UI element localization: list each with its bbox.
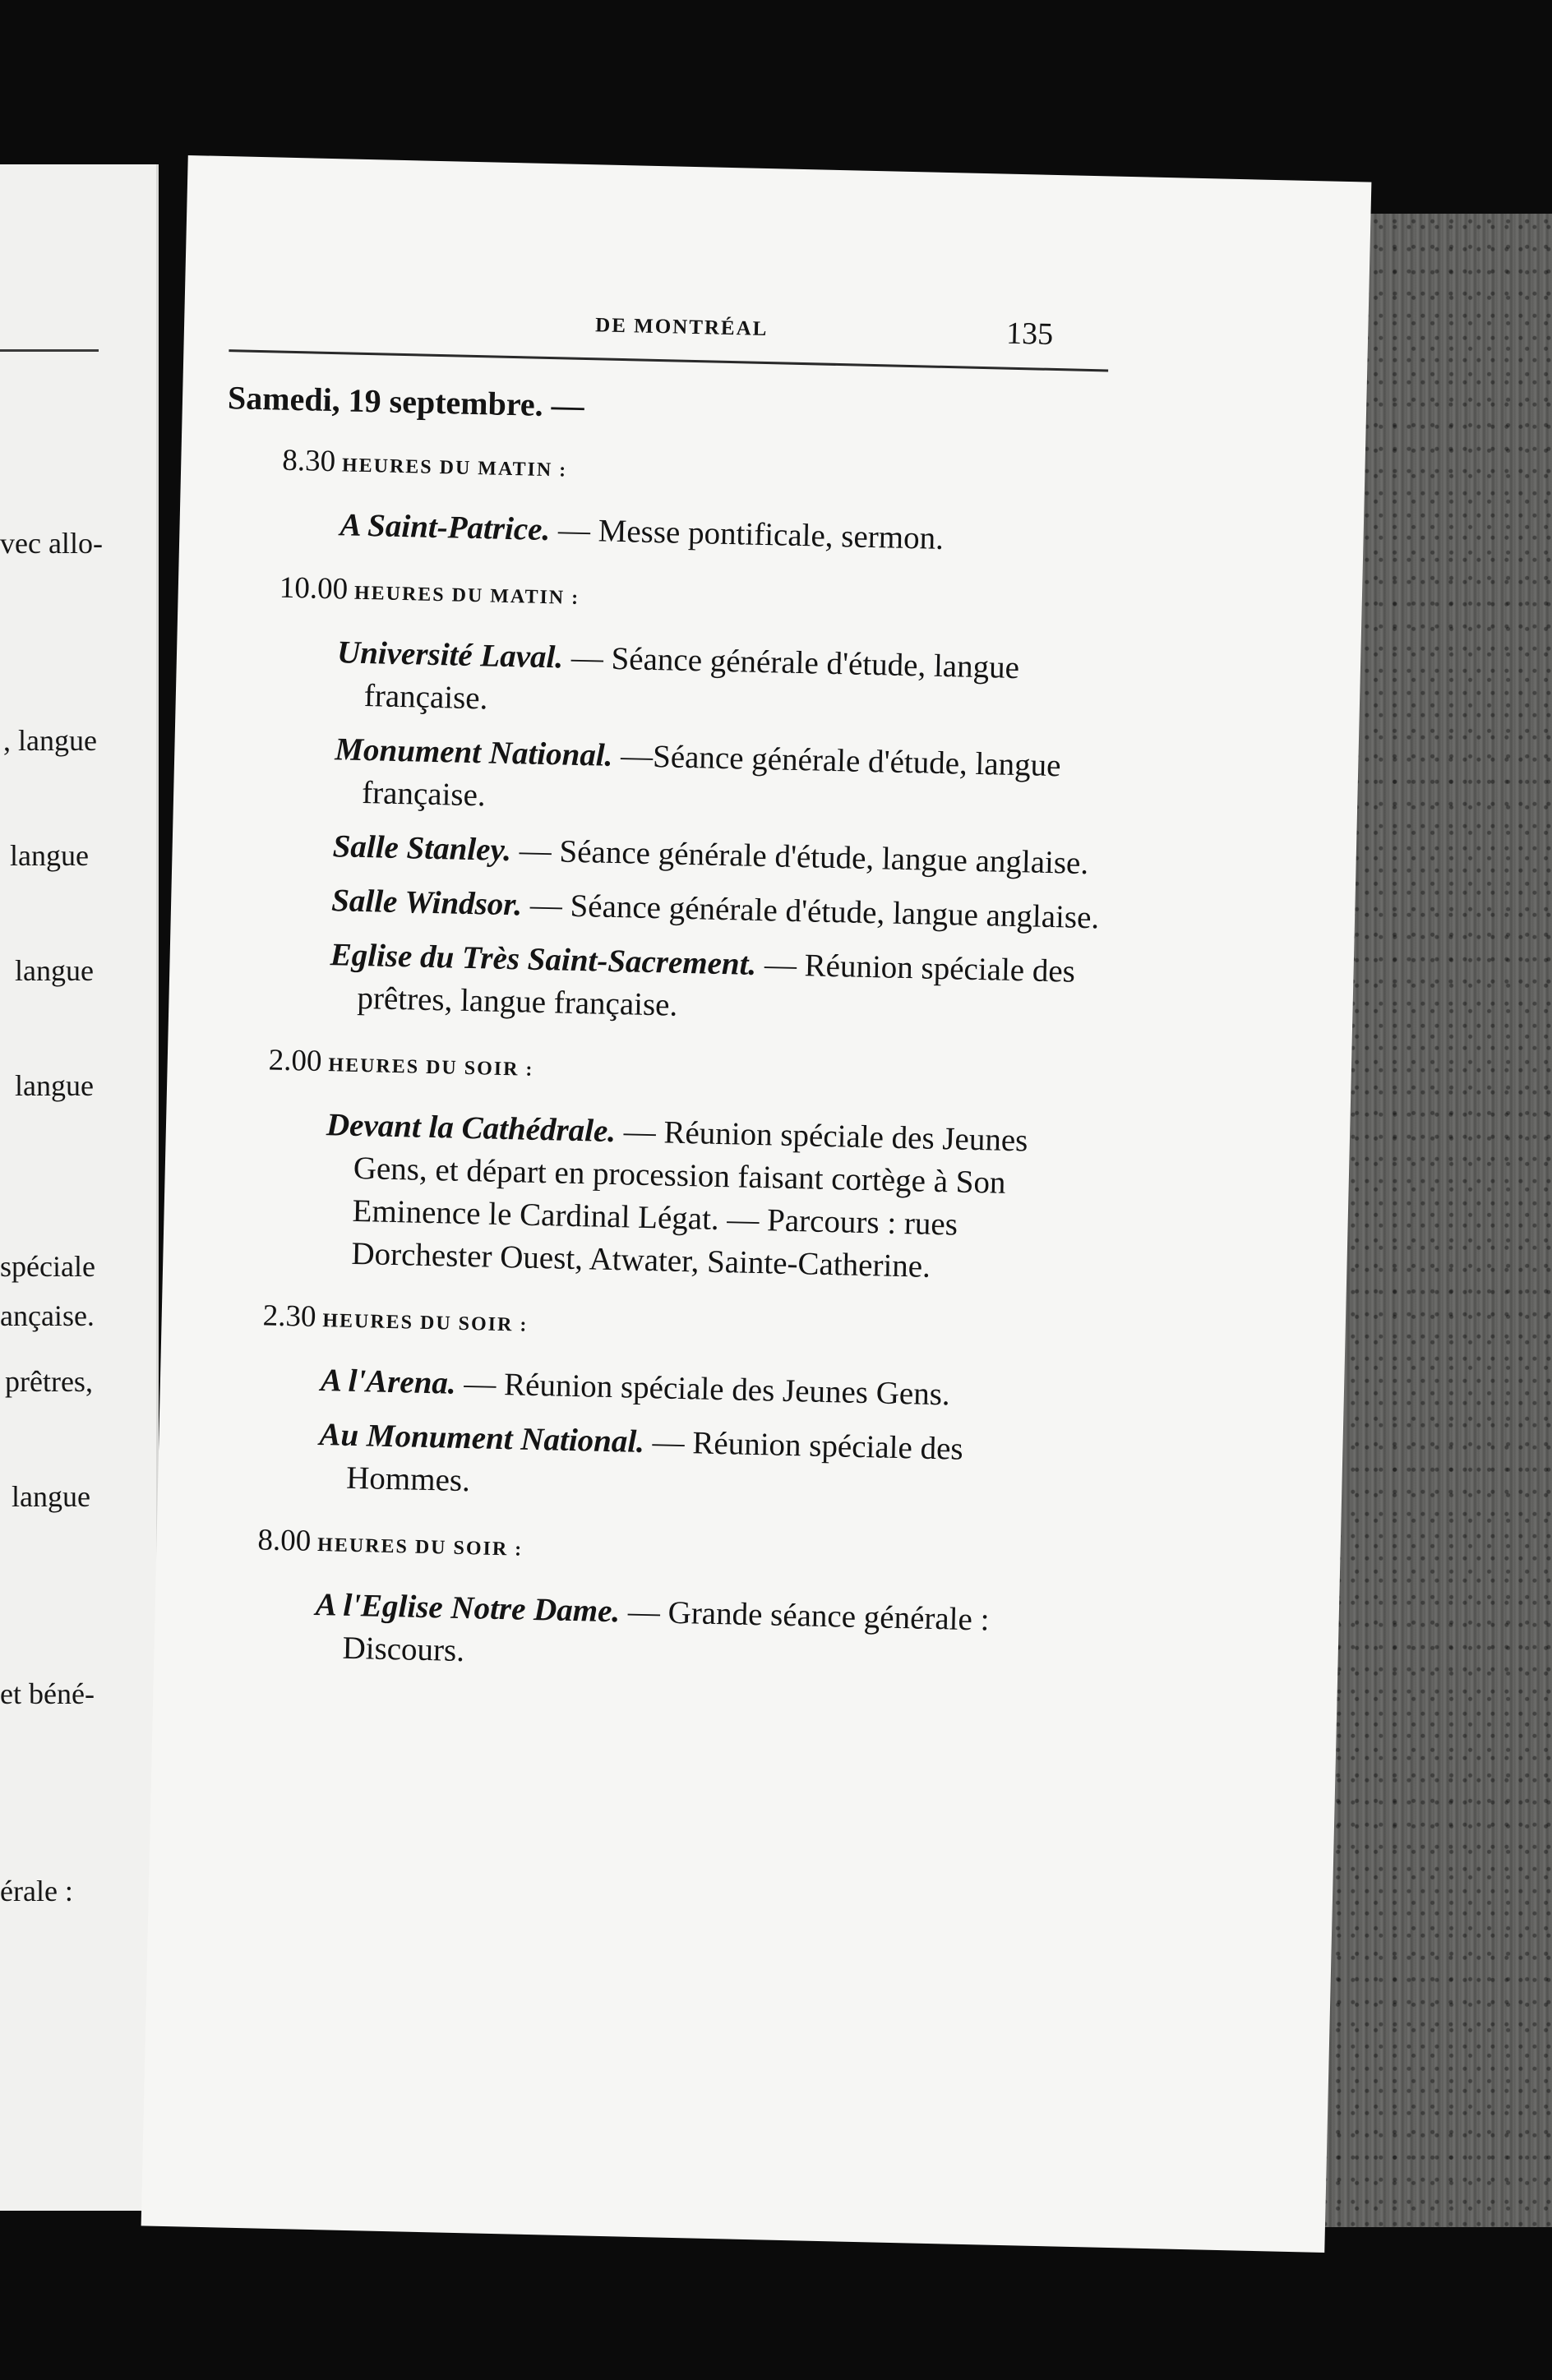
session xyxy=(208,1041,1101,1292)
left-fragment: , langue xyxy=(3,724,97,757)
time-heading xyxy=(257,1522,1090,1576)
left-fragment: langue xyxy=(10,839,89,872)
date-heading: Samedi, 19 septembre. — xyxy=(227,379,585,424)
venue: A l'Arena. xyxy=(320,1363,457,1401)
left-fragment: ançaise. xyxy=(0,1299,95,1332)
venue: Au Monument National. xyxy=(319,1417,645,1460)
left-fragment: langue xyxy=(15,954,94,987)
schedule-item xyxy=(332,825,1106,885)
session-period: HEURES DU MATIN : xyxy=(341,454,568,482)
time-heading xyxy=(279,570,1111,625)
time-heading xyxy=(282,443,1115,497)
left-page-rule xyxy=(0,349,99,352)
session-period: HEURES DU MATIN : xyxy=(353,582,580,609)
event-description: — Séance générale d'étude, langue anglaise. xyxy=(519,833,1089,882)
session-time: 10.00 xyxy=(279,570,349,607)
left-fragment: vec allo- xyxy=(0,527,103,560)
left-fragment: langue xyxy=(15,1069,94,1102)
event-description: — Réunion spéciale des Jeunes Gens, et départ en procession faisant cortège à Son Eminence le Cardinal Légat. — Parcours : rues Dorchester Ouest, Atwater, Sainte-Catherine. xyxy=(351,1114,1028,1285)
venue: A Saint-Patrice. xyxy=(340,507,551,548)
event-description: —Séance générale d'étude, langue française. xyxy=(361,738,1061,814)
session-period: HEURES DU SOIR : xyxy=(322,1310,529,1336)
session-time: 2.30 xyxy=(262,1298,316,1334)
session-time: 8.00 xyxy=(257,1523,312,1558)
time-heading xyxy=(268,1043,1101,1097)
book-page xyxy=(141,155,1372,2253)
left-fragment: spéciale xyxy=(0,1250,95,1283)
event-description: — Réunion spéciale des prêtres, langue française. xyxy=(357,947,1076,1023)
venue: Monument National. xyxy=(334,731,613,773)
schedule xyxy=(199,378,1116,1698)
running-head xyxy=(184,297,1073,366)
event-description: — Séance générale d'étude, langue anglaise. xyxy=(529,887,1100,936)
schedule-item xyxy=(329,934,1103,1036)
venue: Université Laval. xyxy=(336,634,564,676)
page-number: 135 xyxy=(1005,316,1054,352)
left-fragment: prêtres, xyxy=(5,1365,93,1398)
schedule-item xyxy=(323,1104,1099,1292)
venue: Eglise du Très Saint-Sacrement. xyxy=(330,937,757,982)
schedule-item xyxy=(340,504,1113,564)
session-time: 2.00 xyxy=(268,1043,323,1078)
schedule-item xyxy=(331,879,1105,939)
venue: Salle Windsor. xyxy=(330,883,523,923)
schedule-item xyxy=(320,1359,1093,1419)
event-description: — Réunion spéciale des Hommes. xyxy=(345,1424,964,1499)
event-description: — Réunion spéciale des Jeunes Gens. xyxy=(463,1365,951,1413)
session-time: 8.30 xyxy=(281,443,336,479)
left-fragment: érale : xyxy=(0,1875,73,1907)
venue: A l'Eglise Notre Dame. xyxy=(315,1586,621,1630)
time-heading xyxy=(262,1298,1095,1352)
session xyxy=(214,569,1111,1036)
event-description: — Grande séance générale : Discours. xyxy=(342,1594,990,1669)
venue: Salle Stanley. xyxy=(332,828,512,869)
left-facing-page xyxy=(0,164,159,2211)
session-period: HEURES DU SOIR : xyxy=(328,1054,534,1081)
event-description: — Messe pontificale, sermon. xyxy=(557,512,945,556)
session xyxy=(203,1297,1095,1516)
session xyxy=(199,1521,1090,1686)
venue: Devant la Cathédrale. xyxy=(326,1107,617,1150)
schedule-item xyxy=(334,728,1108,831)
running-head-title: DE MONTRÉAL xyxy=(594,314,769,341)
left-fragment: langue xyxy=(12,1480,90,1513)
schedule-item xyxy=(318,1414,1092,1516)
schedule-item xyxy=(335,631,1110,734)
session xyxy=(224,441,1115,564)
event-description: — Séance générale d'étude, langue française. xyxy=(363,639,1020,717)
schedule-item xyxy=(314,1584,1088,1686)
left-fragment: et béné- xyxy=(0,1677,95,1710)
session-period: HEURES DU SOIR : xyxy=(316,1534,524,1561)
